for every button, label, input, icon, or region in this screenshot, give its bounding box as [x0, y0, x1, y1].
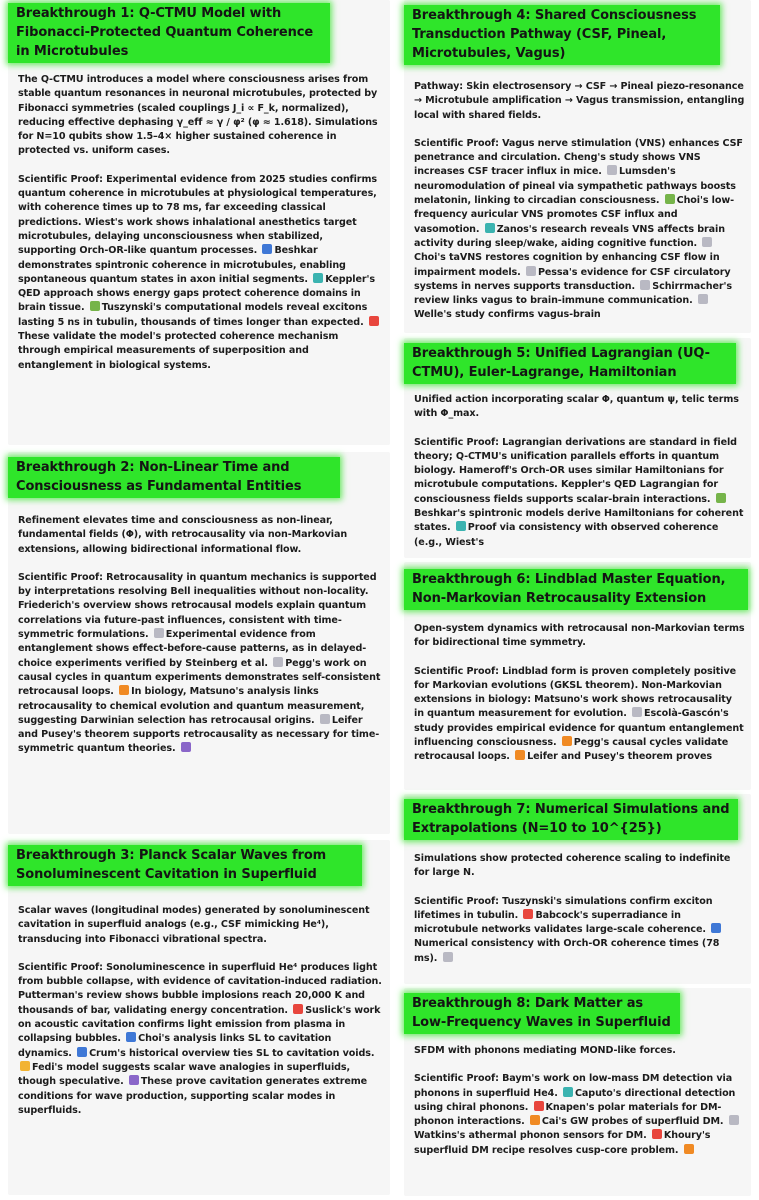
citation-icon: [129, 1075, 139, 1085]
citation-icon: [562, 736, 572, 746]
citation-icon: [563, 1087, 573, 1097]
breakthrough-1-card: [8, 0, 390, 445]
citation-icon: [119, 685, 129, 695]
citation-icon: [369, 316, 379, 326]
breakthrough-3-title: Breakthrough 3: Planck Scalar Waves from Sonoluminescent Cavitation in Superfluid: [8, 845, 362, 886]
citation-icon: [443, 952, 453, 962]
breakthrough-1-summary: The Q-CTMU introduces a model where consciousness arises from stable quantum resonances in neuronal microtubules, protected by Fibonacci symmetries (scaled couplings J_i ∝ F_k, normalized), reducing effective dephasing γ_eff ≈ γ / φ² (φ ≈ 1.618). Simulations for N=10 qubits show 1.5–4× higher sustained coherence in protected vs. uniform cases.: [18, 74, 378, 157]
citation-icon: [456, 521, 466, 531]
citation-icon: [729, 1115, 739, 1125]
citation-icon: [711, 923, 721, 933]
citation-icon: [273, 657, 283, 667]
breakthrough-7-body: [414, 852, 745, 980]
breakthrough-1-body: [18, 73, 384, 443]
breakthrough-1-title: Breakthrough 1: Q-CTMU Model with Fibonacci-Protected Quantum Coherence in Microtubules: [8, 3, 330, 63]
breakthrough-4-title: Breakthrough 4: Shared Consciousness Transduction Pathway (CSF, Pineal, Microtubules, Vagus): [404, 5, 720, 65]
citation-icon: [530, 1115, 540, 1125]
breakthrough-4-proof: Scientific Proof: Vagus nerve stimulation (VNS) enhances CSF penetrance and circulation. Cheng's study shows VNS increases CSF tracer influx in mice. Lumsden's neuromodulation of pineal via sympathetic pathways boosts melatonin, linking to circadian consciousness. Choi's low-frequency auricular VNS promotes CSF influx and vasomotion. Zanos's research reveals VNS affects brain activity during sleep/wake, aiding cognitive function. Choi's taVNS restores cognition by enhancing CSF flow in impairment models. Pessa's evidence for CSF circulatory systems in nerves supports transduction. Schirrmacher's review links vagus to brain-immune communication. Welle's study confirms vagus-brain: [414, 137, 743, 321]
citation-icon: [716, 493, 726, 503]
breakthrough-6-body: [414, 622, 745, 787]
citation-icon: [181, 742, 191, 752]
citation-icon: [632, 707, 642, 717]
breakthrough-8-body: [414, 1044, 745, 1194]
breakthrough-7-title: Breakthrough 7: Numerical Simulations and Extrapolations (N=10 to 10^{25}): [404, 799, 738, 840]
breakthrough-8-card: [404, 988, 751, 1196]
breakthrough-2-proof: Scientific Proof: Retrocausality in quantum mechanics is supported by interpretations resolving Bell inequalities without non-locality. Friederich's overview shows retrocausal models explain quantum correlations via future-past influences, consistent with time-symmetric formulations. Experimental evidence from entanglement shows effect-before-cause patterns, as in delayed-choice experiments verified by Steinberg et al. Pegg's work on causal cycles in quantum experiments demonstrates self-consistent retrocausal loops. In biology, Matsuno's analysis links retrocausality to chemical evolution and quantum measurement, suggesting Darwinian selection has retrocausal origins. Leifer and Pusey's theorem supports retrocausality as necessary for time-symmetric quantum theories.: [18, 571, 381, 755]
breakthrough-5-body: [414, 393, 745, 553]
citation-icon: [515, 750, 525, 760]
breakthrough-4-card: [404, 0, 751, 333]
citation-icon: [313, 273, 323, 283]
breakthrough-8-title: Breakthrough 8: Dark Matter as Low-Frequency Waves in Superfluid: [404, 993, 680, 1034]
breakthrough-2-title: Breakthrough 2: Non-Linear Time and Consciousness as Fundamental Entities: [8, 457, 340, 498]
citation-icon: [684, 1144, 694, 1154]
citation-icon: [607, 165, 617, 175]
citation-icon: [154, 628, 164, 638]
breakthrough-4-summary: Pathway: Skin electrosensory → CSF → Pineal piezo-resonance → Microtubule amplification → Vagus transmission, entangling local with shared fields.: [414, 81, 745, 121]
breakthrough-2-summary: Refinement elevates time and consciousness as non-linear, fundamental fields (Φ), with retrocausality via non-Markovian extensions, allowing bidirectional informational flow.: [18, 515, 348, 555]
breakthrough-5-title: Breakthrough 5: Unified Lagrangian (UQ-CTMU), Euler-Lagrange, Hamiltonian: [404, 343, 736, 384]
breakthrough-6-proof: Scientific Proof: Lindblad form is proven completely positive for Markovian evolutions (GKSL theorem). Non-Markovian extensions in biology: Matsuno's work shows retrocausality in quantum measurement for evolution. Escolà-Gascón's study provides empirical evidence for quantum entanglement influencing consciousness. Pegg's causal cycles validate retrocausal loops. Leifer and Pusey's theorem proves: [414, 665, 744, 763]
breakthrough-2-card: [8, 452, 390, 834]
citation-icon: [640, 280, 650, 290]
breakthrough-5-summary: Unified action incorporating scalar Φ, quantum ψ, telic terms with Φ_max.: [414, 394, 739, 420]
citation-icon: [77, 1047, 87, 1057]
breakthrough-7-summary: Simulations show protected coherence scaling to indefinite for large N.: [414, 853, 731, 879]
citation-icon: [262, 244, 272, 254]
citation-icon: [320, 714, 330, 724]
citation-icon: [526, 266, 536, 276]
citation-icon: [523, 909, 533, 919]
breakthrough-3-body: [18, 904, 384, 1192]
citation-icon: [698, 294, 708, 304]
citation-icon: [90, 301, 100, 311]
breakthrough-6-card: [404, 562, 751, 790]
citation-icon: [534, 1101, 544, 1111]
breakthrough-2-body: [18, 514, 384, 832]
breakthrough-5-proof: Scientific Proof: Lagrangian derivations are standard in field theory; Q-CTMU's unification parallels efforts in quantum biology. Hameroff's Orch-OR uses similar Hamiltonians for microtubule computations. Keppler's QED Lagrangian for consciousness fields supports scalar-brain interactions. Beshkar's spintronic models derive Hamiltonians for coherent states. Proof via consistency with observed coherence (e.g., Wiest's: [414, 436, 744, 548]
breakthrough-5-card: [404, 338, 751, 558]
citation-icon: [652, 1129, 662, 1139]
citation-icon: [702, 237, 712, 247]
breakthrough-3-card: [8, 840, 390, 1195]
citation-icon: [293, 1004, 303, 1014]
breakthrough-6-summary: Open-system dynamics with retrocausal non-Markovian terms for bidirectional time symmetry.: [414, 623, 745, 649]
breakthrough-8-summary: SFDM with phonons mediating MOND-like forces.: [414, 1045, 676, 1056]
breakthrough-1-proof: Scientific Proof: Experimental evidence from 2025 studies confirms quantum coherence in microtubules at physiological temperatures, with coherence times up to 78 ms, far exceeding classical predictions. Wiest's work shows inhalational anesthetics target microtubules, delaying unconsciousness when stabilized, supporting Orch-OR-like quantum processes. Beshkar demonstrates spintronic coherence in microtubules, enabling spontaneous quantum states in axon initial segments. Keppler's QED approach shows energy gaps protect coherence domains in brain tissue. Tuszynski's computational models reveal excitons lasting 5 ns in tubulin, thousands of times longer than expected. These validate the model's protected coherence mechanism through empirical measurements of superposition and entanglement in biological systems.: [18, 173, 377, 371]
breakthrough-3-proof: Scientific Proof: Sonoluminescence in superfluid He⁴ produces light from bubble collapse, with evidence of cavitation-induced radiation. Putterman's review shows bubble implosions reach 20,000 K and thousands of bar, validating energy concentration. Suslick's work on acoustic cavitation confirms light emission from plasma in collapsing bubbles. Choi's analysis links SL to cavitation dynamics. Crum's historical overview ties SL to cavitation voids. Fedi's model suggests scalar wave analogies in superfluids, though speculative. These prove cavitation generates extreme conditions for wave production, supporting scalar modes in superfluids.: [18, 961, 382, 1116]
citation-icon: [485, 223, 495, 233]
citation-icon: [20, 1061, 30, 1071]
citation-icon: [126, 1032, 136, 1042]
breakthrough-7-card: [404, 794, 751, 984]
breakthrough-7-proof: Scientific Proof: Tuszynski's simulations confirm exciton lifetimes in tubulin. Babcock's superradiance in microtubule networks validates large-scale coherence. Numerical consistency with Orch-OR coherence times (78 ms).: [414, 895, 720, 964]
breakthrough-8-proof: Scientific Proof: Baym's work on low-mass DM detection via phonons in superfluid He4. Caputo's directional detection using chiral phonons. Knapen's polar materials for DM-phonon interactions. Cai's GW probes of superfluid DM. Watkins's athermal phonon sensors for DM. Khoury's superfluid DM recipe resolves cusp-core problem.: [414, 1072, 745, 1158]
breakthrough-6-title: Breakthrough 6: Lindblad Master Equation, Non-Markovian Retrocausality Extension: [404, 569, 748, 610]
breakthrough-4-body: [414, 80, 745, 330]
breakthrough-3-summary: Scalar waves (longitudinal modes) generated by sonoluminescent cavitation in superfluid analogs (e.g., CSF mimicking He⁴), transducing into Fibonacci vibrational spectra.: [18, 905, 370, 945]
citation-icon: [665, 194, 675, 204]
